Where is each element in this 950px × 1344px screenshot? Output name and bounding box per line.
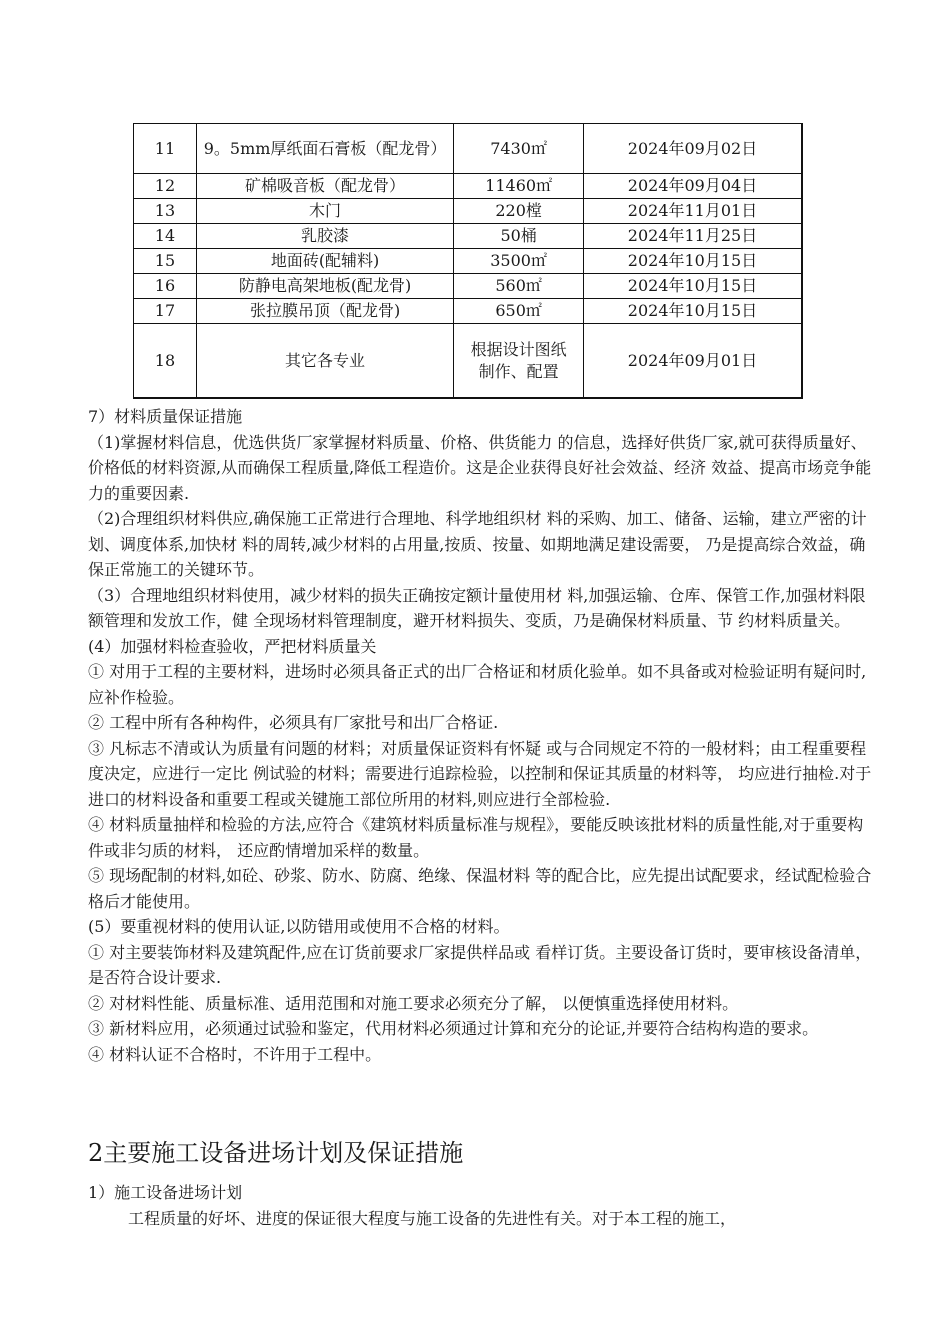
cell-date: 2024年09月04日: [584, 174, 802, 199]
cell-no: 18: [134, 324, 197, 399]
cell-name: 其它各专业: [196, 324, 453, 399]
table-row: [134, 124, 803, 174]
list-item: ① 对主要装饰材料及建筑配件,应在订货前要求厂家提供样品或 看样订货。主要设备订货时，要审核设备清单，是否符合设计要求.: [88, 942, 872, 987]
cell-date: 2024年10月15日: [584, 249, 802, 274]
list-item: ③ 新材料应用，必须通过试验和鉴定，代用材料必须通过计算和充分的论证,并要符合结构构造的要求。: [88, 1019, 819, 1038]
cell-name: 防静电高架地板(配龙骨): [196, 274, 453, 299]
cell-name: 地面砖(配辅料): [196, 249, 453, 274]
cell-no: 12: [134, 174, 197, 199]
cell-date: 2024年10月15日: [584, 299, 802, 324]
cell-name: 乳胶漆: [196, 224, 453, 249]
material-quality-section: [88, 404, 878, 1067]
table-row: [134, 249, 803, 274]
paragraph: (4）加强材料检查验收，严把材料质量关: [88, 636, 377, 656]
cell-date: 2024年11月01日: [584, 199, 802, 224]
paragraph: 工程质量的好坏、进度的保证很大程度与施工设备的先进性有关。对于本工程的施工，: [128, 1208, 737, 1228]
cell-date: 2024年10月15日: [584, 274, 802, 299]
list-item: ① 对用于工程的主要材料，进场时必须具备正式的出厂合格证和材质化验单。如不具备或对检验证明有疑问时,应补作检验。: [88, 662, 867, 707]
cell-date: 2024年09月01日: [584, 324, 802, 399]
cell-qty: 220樘: [454, 199, 584, 224]
list-item: ④ 材料认证不合格时，不许用于工程中。: [88, 1044, 382, 1064]
subsection-title: 1）施工设备进场计划: [88, 1183, 243, 1202]
materials-table: [133, 123, 803, 399]
cell-qty: 11460㎡: [454, 174, 584, 199]
cell-no: 11: [134, 124, 197, 174]
table-row: [134, 274, 803, 299]
table-row: [134, 299, 803, 324]
cell-no: 14: [134, 224, 197, 249]
cell-date: 2024年11月25日: [584, 224, 802, 249]
paragraph: （1)掌握材料信息，优选供货厂家掌握材料质量、价格、供货能力 的信息，选择好供货厂家,就可获得质量好、价格低的材料资源,从而确保工程质量,降低工程造价。这是企业获得良好社会效益、经济 效益、提高市场竞争能力的重要因素.: [88, 432, 872, 503]
list-item: ④ 材料质量抽样和检验的方法,应符合《建筑材料质量标准与规程》，要能反映该批材料的质量性能,对于重要构件或非匀质的材料， 还应酌情增加采样的数量。: [88, 815, 864, 860]
section-heading: 2主要施工设备进场计划及保证措施: [88, 1139, 464, 1167]
cell-date: 2024年09月02日: [584, 124, 802, 174]
list-item: ⑤ 现场配制的材料,如砼、砂浆、防水、防腐、绝缘、保温材料 等的配合比，应先提出试配要求，经试配检验合格后才能使用。: [88, 866, 872, 911]
list-item: ② 工程中所有各种构件，必须具有厂家批号和出厂合格证.: [88, 713, 499, 732]
equipment-section: [88, 1180, 878, 1231]
cell-qty: 7430㎡: [454, 124, 584, 174]
cell-qty: 560㎡: [454, 274, 584, 299]
cell-no: 15: [134, 249, 197, 274]
cell-name: 矿棉吸音板（配龙骨）: [196, 174, 453, 199]
table-row: [134, 324, 803, 399]
table-row: [134, 199, 803, 224]
table-row: [134, 174, 803, 199]
cell-no: 16: [134, 274, 197, 299]
paragraph: （2)合理组织材料供应,确保施工正常进行合理地、科学地组织材 料的采购、加工、储备、运输，建立严密的计划、调度体系,加快材 料的周转,减少材料的占用量,按质、按量、如期地满足建设需要， 乃是提高综合效益，确保正常施工的关键环节。: [88, 509, 867, 579]
cell-name: 张拉膜吊顶（配龙骨): [196, 299, 453, 324]
cell-qty: 3500㎡: [454, 249, 584, 274]
cell-no: 17: [134, 299, 197, 324]
section-title: 7）材料质量保证措施: [88, 407, 243, 426]
table-row: [134, 224, 803, 249]
paragraph: (5）要重视材料的使用认证,以防错用或使用不合格的材料。: [88, 917, 510, 936]
cell-qty: 50桶: [454, 224, 584, 249]
cell-qty: 650㎡: [454, 299, 584, 324]
list-item: ② 对材料性能、质量标准、适用范围和对施工要求必须充分了解， 以便慎重选择使用材料。: [88, 993, 739, 1013]
cell-name: 9。5mm厚纸面石膏板（配龙骨）: [196, 124, 453, 174]
cell-name: 木门: [196, 199, 453, 224]
paragraph: （3）合理地组织材料使用，减少材料的损失正确按定额计量使用材 料,加强运输、仓库、保管工作,加强材料限额管理和发放工作，健 全现场材料管理制度，避开材料损失、变质，乃是确保材料质量、节 约材料质量关。: [88, 585, 866, 630]
cell-qty: 根据设计图纸制作、配置: [454, 324, 584, 399]
cell-no: 13: [134, 199, 197, 224]
list-item: ③ 凡标志不清或认为质量有问题的材料；对质量保证资料有怀疑 或与合同规定不符的一般材料；由工程重要程度决定，应进行一定比 例试验的材料；需要进行追踪检验，以控制和保证其质量的材料等， 均应进行抽检.对于进口的材料设备和重要工程或关键施工部位所用的材料,则应进行全部检验.: [88, 738, 872, 809]
